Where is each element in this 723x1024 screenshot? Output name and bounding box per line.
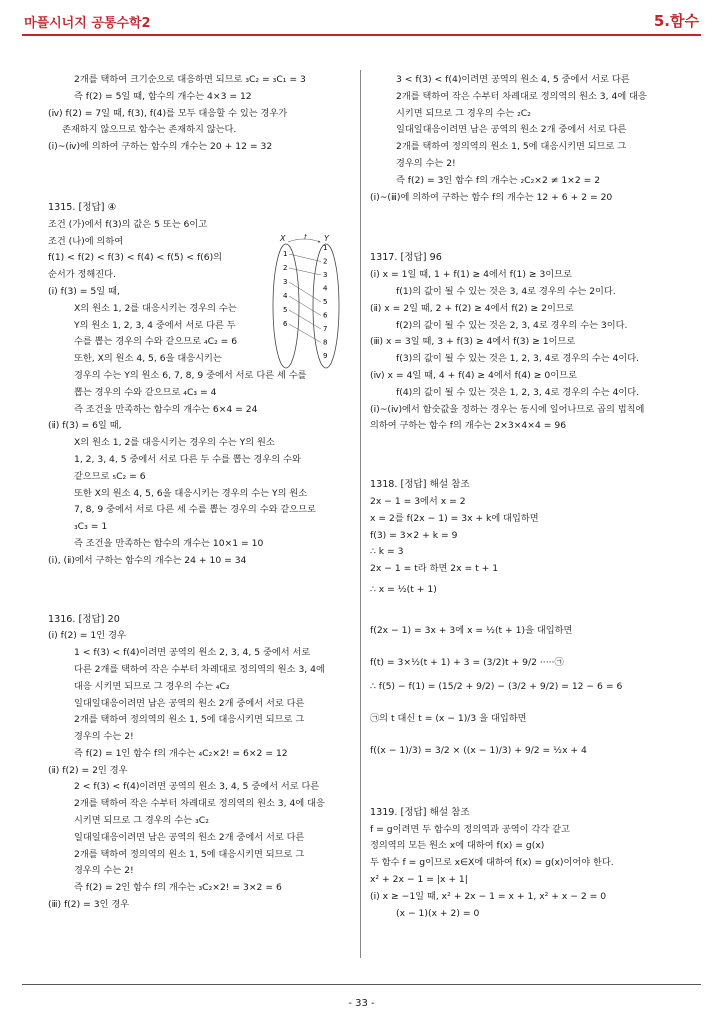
- text-line: 시키면 되므로 그 경우의 수는 ₃C₂: [74, 815, 209, 827]
- domain-element: 5: [283, 306, 288, 314]
- text-line: 시키면 되므로 그 경우의 수는 ₂C₂: [396, 107, 531, 119]
- text-line: f((x − 1)/3) = 3/2 × ((x − 1)/3) + 9/2 = ½x + 4: [370, 744, 587, 756]
- text-line: f(1) < f(2) < f(3) < f(4) < f(5) < f(6)의: [48, 252, 223, 264]
- text-line: f(3) = 3×2 + k = 9: [370, 529, 458, 541]
- text-line: 즉 f(2) = 2인 함수 f의 개수는 ₃C₂×2! = 3×2 = 6: [74, 882, 282, 894]
- text-line: 7, 8, 9 중에서 서로 다른 세 수를 뽑는 경우의 수와 같으므로: [74, 504, 316, 516]
- text-line: 조건 (나)에 의하여: [48, 235, 124, 247]
- text-line: 2개를 택하여 크기순으로 대응하면 되므로 ₃C₂ = ₃C₁ = 3: [74, 74, 306, 85]
- text-line: f(1)의 값이 될 수 있는 것은 3, 4로 경우의 수는 2이다.: [396, 285, 616, 297]
- text-line: 즉 f(2) = 1인 함수 f의 개수는 ₄C₂×2! = 6×2 = 12: [74, 747, 288, 759]
- text-line: 다른 2개를 택하여 작은 수부터 차례대로 정의역의 원소 3, 4에: [74, 663, 325, 675]
- codomain-element: 9: [323, 352, 328, 360]
- codomain-element: 4: [323, 284, 328, 293]
- text-line: 두 함수 f = g이므로 x∈X에 대하여 f(x) = g(x)이어야 한다.: [370, 857, 614, 869]
- text-line: f(4)의 값이 될 수 있는 것은 1, 2, 3, 4로 경우의 수는 4이다.: [396, 386, 640, 398]
- text-line: 대응 시키면 되므로 그 경우의 수는 ₄C₂: [74, 680, 230, 692]
- column-divider: [360, 70, 361, 958]
- text-line: (ⅰ) f(3) = 5일 때,: [48, 285, 120, 297]
- text-line: 일대일대응이려면 남은 공역의 원소 2개 중에서 서로 다른: [74, 697, 305, 709]
- text-line: (ⅰ) f(2) = 1인 경우: [48, 630, 126, 642]
- text-line: f(t) = 3×½(t + 1) + 3 = (3/2)t + 9/2 ·····㉠: [370, 656, 564, 668]
- text-line: (ⅱ) x = 2일 때, 2 + f(2) ≥ 4에서 f(2) ≥ 2이므로: [370, 302, 574, 314]
- codomain-element: 6: [323, 311, 328, 320]
- text-line: f(2x − 1) = 3x + 3에 x = ½(t + 1)을 대입하면: [370, 624, 573, 636]
- codomain-label: Y: [324, 234, 329, 243]
- codomain-element: 8: [323, 338, 328, 347]
- text-line: f(2)의 값이 될 수 있는 것은 2, 3, 4로 경우의 수는 3이다.: [396, 319, 628, 331]
- text-line: x² + 2x − 1 = |x + 1|: [370, 873, 468, 885]
- text-line: ㉠의 t 대신 t = (x − 1)/3 을 대입하면: [370, 712, 527, 724]
- text-line: [370, 731, 700, 739]
- text-line: 뽑는 경우의 수와 같으므로 ₄C₃ = 4: [74, 386, 217, 398]
- domain-element: 3: [283, 278, 288, 286]
- text-line: 즉 조건을 만족하는 함수의 개수는 10×1 = 10: [74, 537, 264, 549]
- text-line: 의하여 구하는 함수 f의 개수는 2×3×4×4 = 96: [370, 420, 567, 432]
- text-line: 같으므로 ₅C₂ = 6: [74, 470, 146, 482]
- problem-heading: 1315. [정답] ④: [48, 201, 117, 213]
- text-line: 2x − 1 = t라 하면 2x = t + 1: [370, 563, 499, 575]
- text-line: 1, 2, 3, 4, 5 중에서 서로 다른 두 수를 뽑는 경우의 수와: [74, 453, 301, 465]
- text-line: 경우의 수는 2!: [74, 865, 134, 877]
- text-line: 경우의 수는 2!: [74, 731, 134, 743]
- text-line: 2개를 택하여 정의역의 원소 1, 5에 대응시키면 되므로 그: [74, 714, 305, 726]
- text-line: 2개를 택하여 작은 수부터 차례대로 정의역의 원소 3, 4에 대응: [396, 90, 647, 102]
- codomain-element: 1: [323, 244, 328, 252]
- text-line: 일대일대응이려면 남은 공역의 원소 2개 중에서 서로 다른: [74, 831, 305, 843]
- text-line: (ⅰ) x ≥ −1일 때, x² + 2x − 1 = x + 1, x² + x − 2 = 0: [370, 890, 607, 902]
- text-line: 2 < f(3) < f(4)이려면 공역의 원소 3, 4, 5 중에서 서로 다른: [74, 781, 320, 793]
- text-line: 즉 조건을 만족하는 함수의 개수는 6×4 = 24: [74, 403, 258, 415]
- text-line: 경우의 수는 Y의 원소 6, 7, 8, 9 중에서 서로 다른 세 수를: [74, 369, 307, 381]
- domain-element: 1: [283, 250, 288, 258]
- text-line: 정의역의 모든 원소 x에 대하여 f(x) = g(x): [370, 840, 545, 852]
- text-line: (ⅳ) f(2) = 7일 때, f(3), f(4)를 모두 대응할 수 있는 경우가: [48, 107, 288, 119]
- text-line: (ⅲ) f(2) = 3인 경우: [48, 899, 130, 911]
- left-column: [48, 72, 356, 914]
- text-line: 2x − 1 = 3에서 x = 2: [370, 495, 466, 507]
- text-line: x = 2를 f(2x − 1) = 3x + k에 대입하면: [370, 512, 539, 524]
- text-line: 3 < f(3) < f(4)이려면 공역의 원소 4, 5 중에서 서로 다른: [396, 74, 630, 85]
- text-line: [370, 643, 700, 651]
- text-line: 조건 (가)에서 f(3)의 값은 5 또는 6이고: [48, 218, 208, 230]
- text-line: f = g이려면 두 함수의 정의역과 공역이 각각 같고: [370, 823, 570, 835]
- mapping-arrow: [289, 268, 321, 275]
- mapping-diagram: [268, 234, 348, 374]
- text-line: 존재하지 않으므로 함수는 존재하지 않는다.: [62, 124, 237, 136]
- book-title: 마플시너지 공통수학2: [24, 16, 151, 31]
- mapping-arrow: [289, 324, 321, 343]
- problem-heading: 1318. [정답] 해설 참조: [370, 479, 470, 491]
- text-line: 또한 X의 원소 4, 5, 6을 대응시키는 경우의 수는 Y의 원소: [74, 487, 308, 499]
- text-line: ∴ f(5) − f(1) = (15/2 + 9/2) − (3/2 + 9/2) = 12 − 6 = 6: [370, 680, 623, 692]
- text-line: (ⅰ), (ⅱ)에서 구하는 함수의 개수는 24 + 10 = 34: [48, 554, 247, 566]
- text-line: 즉 f(2) = 3인 함수 f의 개수는 ₂C₂×2 ≠ 1×2 = 2: [396, 174, 601, 186]
- text-line: [370, 699, 700, 707]
- codomain-element: 5: [323, 298, 328, 306]
- footer-rule: [22, 984, 701, 985]
- text-line: (ⅱ) f(3) = 6일 때,: [48, 420, 122, 432]
- text-line: X의 원소 1, 2를 대응시키는 경우의 수는: [74, 302, 237, 314]
- text-line: (ⅱ) f(2) = 2인 경우: [48, 764, 128, 776]
- header-rule: [22, 34, 701, 36]
- codomain-element: 7: [323, 325, 328, 333]
- text-line: 일대일대응이려면 남은 공역의 원소 2개 중에서 서로 다른: [396, 124, 627, 136]
- text-line: 2개를 택하여 정의역의 원소 1, 5에 대응시키면 되므로 그: [74, 848, 305, 860]
- text-line: ₃C₃ = 1: [74, 521, 108, 533]
- chapter-title: 5.함수: [653, 12, 699, 30]
- text-line: X의 원소 1, 2를 대응시키는 경우의 수는 Y의 원소: [74, 437, 275, 449]
- text-line: (ⅲ) x = 3일 때, 3 + f(3) ≥ 4에서 f(3) ≥ 1이므로: [370, 336, 576, 348]
- text-line: ∴ k = 3: [370, 546, 404, 558]
- right-column: [370, 72, 700, 922]
- text-line: 1 < f(3) < f(4)이려면 공역의 원소 2, 3, 4, 5 중에서 서로: [74, 647, 311, 659]
- codomain-element: 2: [323, 257, 328, 266]
- text-line: (ⅰ)~(ⅲ)에 의하여 구하는 함수 f의 개수는 12 + 6 + 2 = 20: [370, 191, 613, 203]
- text-line: 수를 뽑는 경우의 수와 같으므로 ₄C₂ = 6: [74, 336, 238, 348]
- text-line: 또한, X의 원소 4, 5, 6을 대응시키는: [74, 353, 222, 365]
- domain-element: 6: [283, 320, 288, 328]
- text-line: (ⅰ)~(ⅳ)에 의하여 구하는 함수의 개수는 20 + 12 = 32: [48, 141, 273, 153]
- codomain-element: 3: [323, 271, 328, 279]
- text-line: (x − 1)(x + 2) = 0: [396, 907, 480, 919]
- domain-element: 4: [283, 292, 288, 300]
- page-number: - 33 -: [348, 998, 375, 1009]
- text-line: [370, 602, 700, 619]
- text-line: f(3)의 값이 될 수 있는 것은 1, 2, 3, 4로 경우의 수는 4이다.: [396, 353, 640, 365]
- domain-label: X: [280, 234, 286, 243]
- text-line: 즉 f(2) = 5일 때, 함수의 개수는 4×3 = 12: [74, 90, 252, 102]
- problem-heading: 1319. [정답] 해설 참조: [370, 806, 470, 818]
- text-line: (ⅳ) x = 4일 때, 4 + f(4) ≥ 4에서 f(4) ≥ 0이므로: [370, 369, 577, 381]
- text-line: 순서가 정해진다.: [48, 269, 116, 281]
- text-line: 2개를 택하여 작은 수부터 차례대로 정의역의 원소 3, 4에 대응: [74, 798, 325, 810]
- text-line: 2개를 택하여 정의역의 원소 1, 5에 대응시키면 되므로 그: [396, 141, 627, 153]
- text-line: ∴ x = ½(t + 1): [370, 583, 437, 595]
- text-line: (ⅰ)~(ⅳ)에서 함숫값을 정하는 경우는 동시에 일어나므로 곱의 법칙에: [370, 403, 645, 415]
- domain-element: 2: [283, 264, 288, 272]
- problem-heading: 1317. [정답] 96: [370, 252, 442, 264]
- text-line: (ⅰ) x = 1일 때, 1 + f(1) ≥ 4에서 f(1) ≥ 3이므로: [370, 269, 572, 281]
- problem-heading: 1316. [정답] 20: [48, 613, 120, 625]
- function-label: f: [304, 234, 307, 241]
- text-line: Y의 원소 1, 2, 3, 4 중에서 서로 다른 두: [74, 319, 236, 331]
- text-line: 경우의 수는 2!: [396, 157, 456, 169]
